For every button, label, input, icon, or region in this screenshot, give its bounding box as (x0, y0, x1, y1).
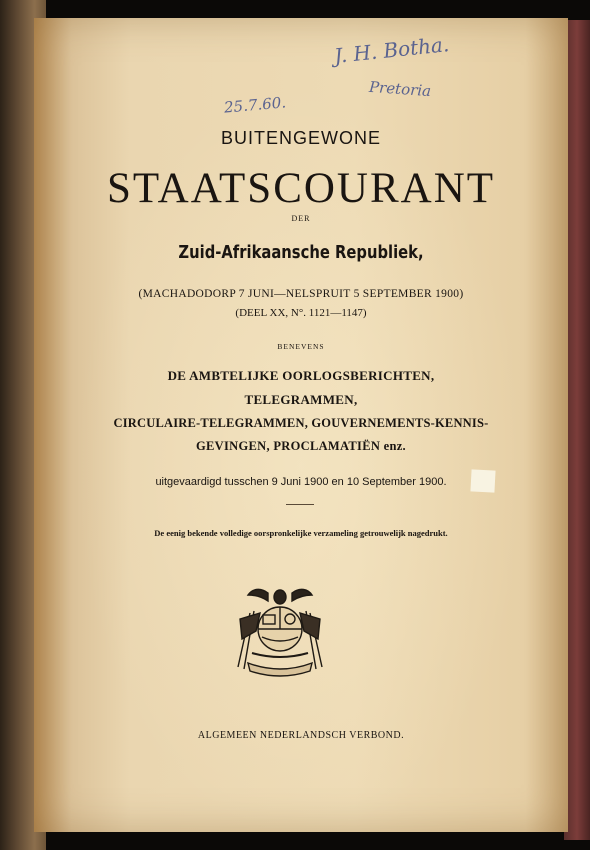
publisher-line: ALGEMEEN NEDERLANDSCH VERBOND. (197, 730, 405, 741)
issued-line: uitgevaardigd tusschen 9 Juni 1900 en 10 September 1900. (155, 476, 447, 488)
handwritten-name: J. H. Botha. (333, 32, 451, 68)
coat-of-arms-icon (230, 583, 330, 678)
heading-der: DER (291, 214, 311, 223)
republic-name: Zuid-Afrikaansche Republiek, (178, 242, 424, 263)
contents-line-4: GEVINGEN, PROCLAMATIËN enz. (196, 439, 406, 453)
handwritten-date: 25.7.60. (223, 93, 287, 117)
location-dates: (MACHADODORP 7 JUNI—NELSPRUIT 5 SEPTEMBER 1900) (138, 288, 464, 300)
heading-buitengewone: BUITENGEWONE (220, 128, 381, 148)
contents-line-1: DE AMBTELIJKE OORLOGSBERICHTEN, (167, 368, 435, 383)
volume-line: (DEEL XX, N°. 1121—1147) (235, 307, 367, 319)
reprint-note: De eenig bekende volledige oorspronkelijke verzameling getrouwelijk nagedrukt. (154, 528, 448, 538)
title-page (34, 18, 568, 832)
heading-benevens: BENEVENS (277, 342, 325, 351)
tape-mark (470, 469, 495, 492)
contents-line-2: TELEGRAMMEN, (244, 392, 358, 407)
contents-line-3: CIRCULAIRE-TELEGRAMMEN, GOUVERNEMENTS-KENNIS- (113, 416, 489, 430)
handwritten-place: Pretoria (368, 77, 432, 101)
page-title: STAATSCOURANT (106, 165, 496, 212)
divider-rule (286, 504, 314, 505)
